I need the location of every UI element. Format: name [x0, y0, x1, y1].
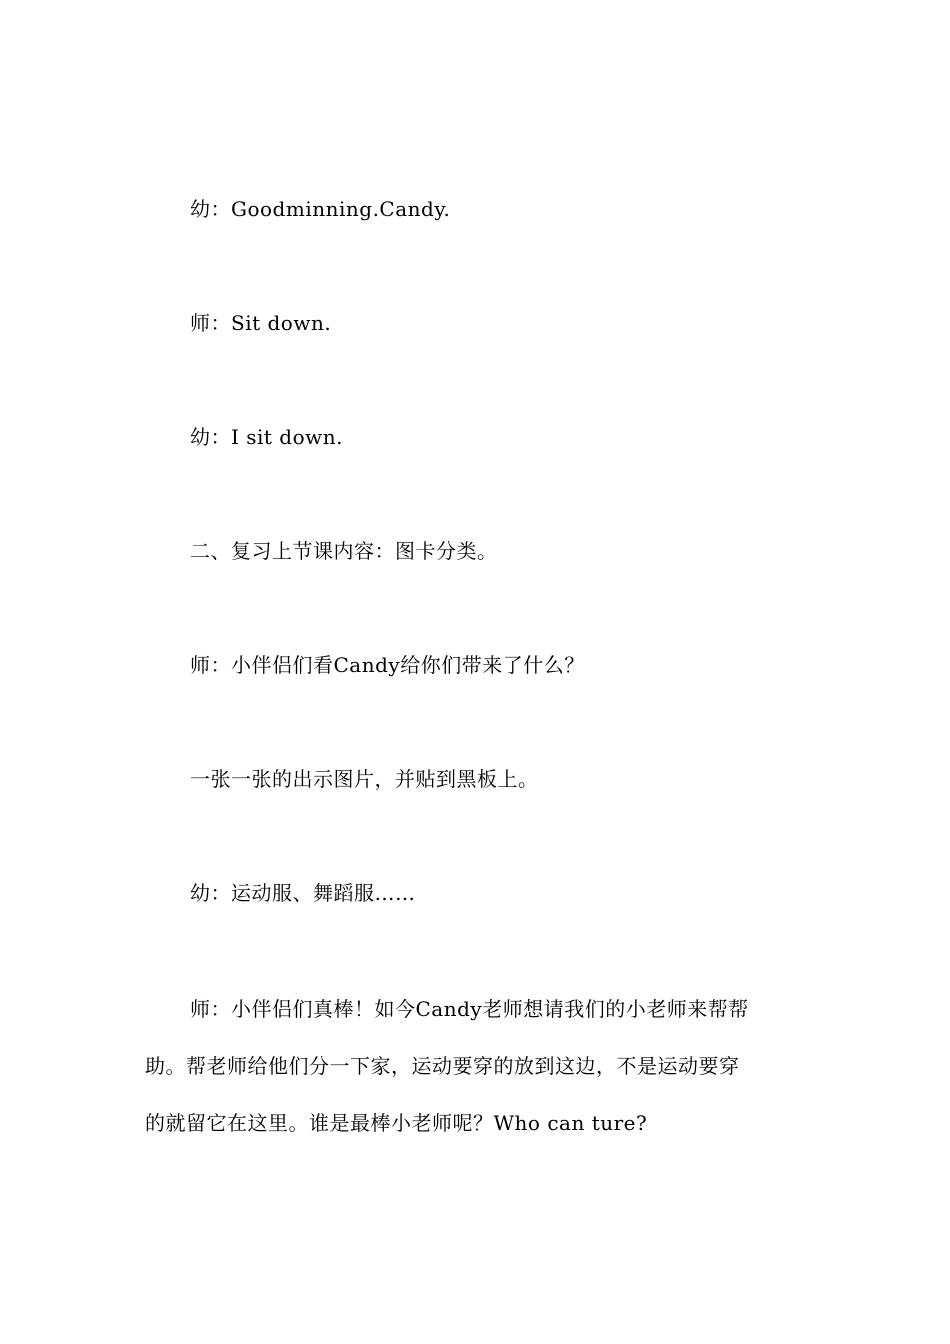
- instruction-line-show-pictures: 一张一张的出示图片，并贴到黑板上。: [190, 767, 539, 791]
- dialogue-line-child-answer: 幼：运动服、舞蹈服……: [190, 881, 416, 905]
- final-paragraph-line-2: 助。帮老师给他们分一下家，运动要穿的放到这边，不是运动要穿: [145, 1054, 740, 1078]
- dialogue-line-teacher-sit-down: 师：Sit down.: [190, 311, 332, 335]
- dialogue-line-child-greeting: 幼：Goodminning.Candy.: [190, 197, 451, 221]
- dialogue-line-child-sit-down: 幼：I sit down.: [190, 425, 344, 449]
- final-paragraph-line-1: 师：小伴侣们真棒！如今Candy老师想请我们的小老师来帮帮: [190, 997, 749, 1021]
- section-heading-review: 二、复习上节课内容：图卡分类。: [190, 539, 498, 563]
- final-paragraph-line-3: 的就留它在这里。谁是最棒小老师呢？Who can ture?: [145, 1111, 648, 1135]
- dialogue-line-teacher-question: 师：小伴侣们看Candy给你们带来了什么？: [190, 653, 585, 677]
- final-paragraph: [145, 981, 815, 1152]
